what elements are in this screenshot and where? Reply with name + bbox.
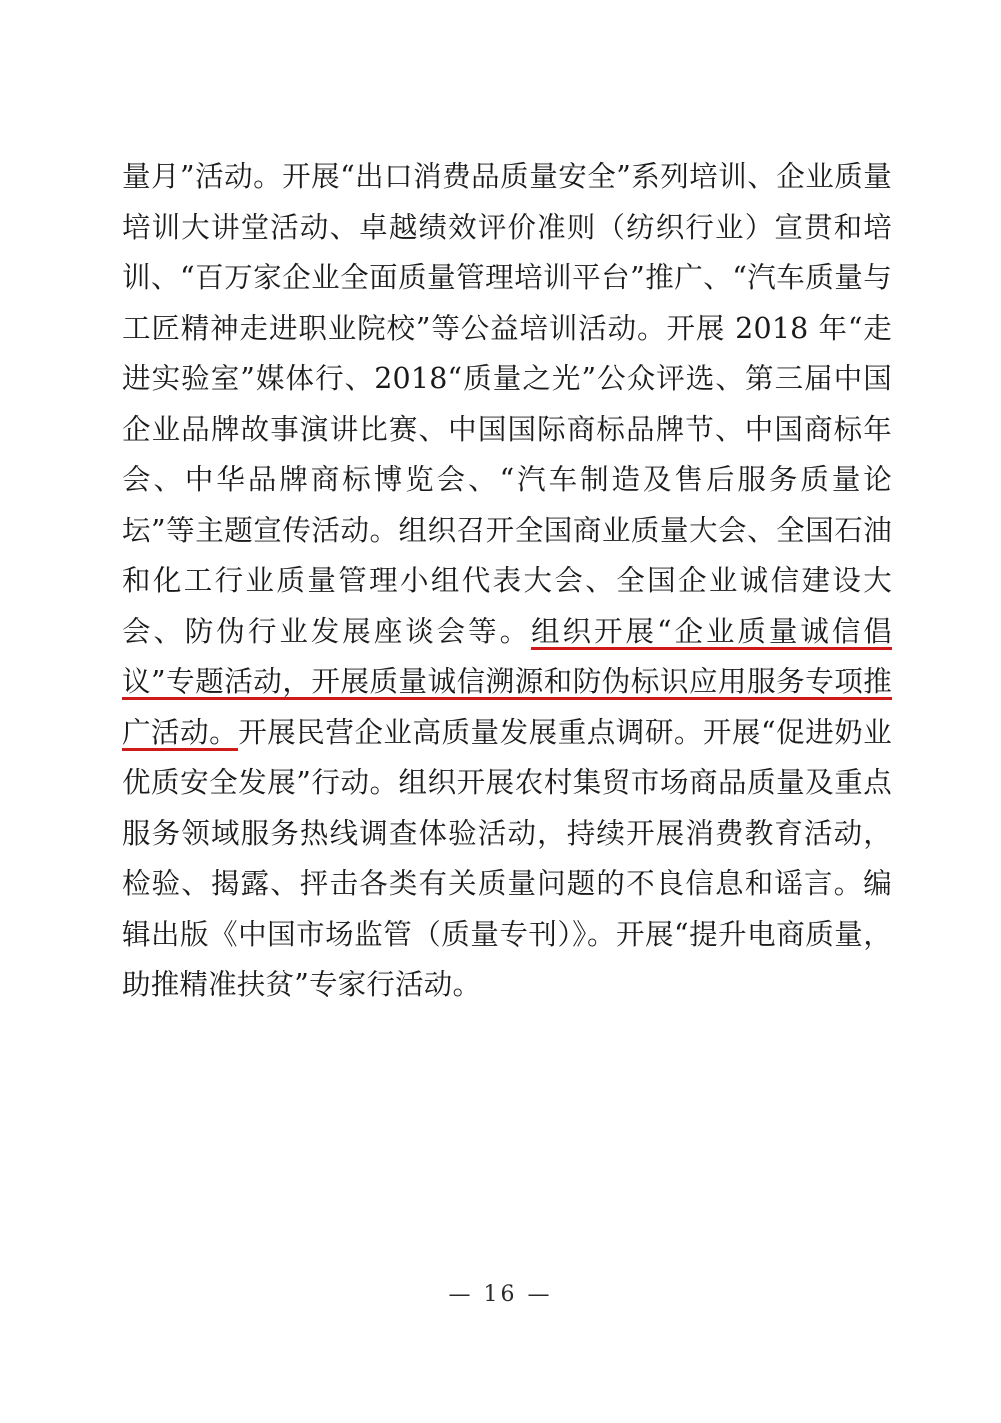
paragraph-segment-plain-2: 开展民营企业高质量发展重点调研。开展“促进奶业优质安全发展”行动。组织开展农村集贸市场商品质量及重点服务领域服务热线调查体验活动，持续开展消费教育活动，检验、揭露、抨击各类有关质量问题的不良信息和谣言。编辑出版《中国市场监管（质量专刊）》。开展“提升电商质量，助推精准扶贫”专家行活动。 [122, 715, 892, 1001]
document-text-body [122, 152, 892, 1011]
paragraph-segment-plain-1: 量月”活动。开展“出口消费品质量安全”系列培训、企业质量培训大讲堂活动、卓越绩效评价准则（纺织行业）宣贯和培训、“百万家企业全面质量管理培训平台”推广、“汽车质量与工匠精神走进职业院校”等公益培训活动。开展 2018 年“走进实验室”媒体行、2018“质量之光”公众评选、第三届中国企业品牌故事演讲比赛、中国国际商标品牌节、中国商标年会、中华品牌商标博览会、“汽车制造及售后服务质量论坛”等主题宣传活动。组织召开全国商业质量大会、全国石油和化工行业质量管理小组代表大会、全国企业诚信建设大会、防伪行业发展座谈会等。 [122, 160, 892, 648]
paragraph-segment-highlighted: 组织开展“企业质量诚信倡议”专题活动，开展质量诚信溯源和防伪标识应用服务专项推广活动。 [122, 614, 892, 749]
body-paragraph [122, 152, 892, 1011]
page-number: — 16 — [448, 1282, 553, 1307]
